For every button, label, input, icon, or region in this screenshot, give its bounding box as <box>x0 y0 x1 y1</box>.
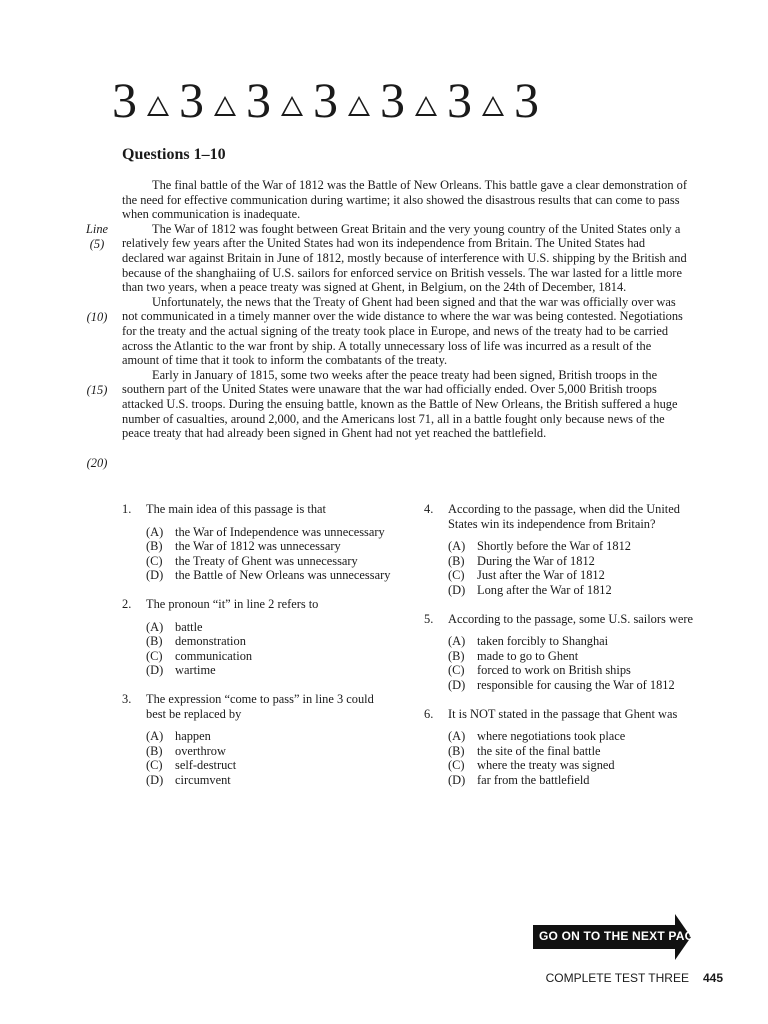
question-text: According to the passage, when did the United States win its independence from Britain? <box>448 502 680 531</box>
answer-option <box>146 773 392 788</box>
option-letter: (A) <box>146 619 164 634</box>
section-number: 3 <box>246 72 271 128</box>
option-letter: (A) <box>448 634 466 649</box>
section-banner <box>112 70 712 130</box>
question-text: The main idea of this passage is that <box>146 502 326 516</box>
answer-option <box>146 649 392 664</box>
option-letter: (D) <box>448 772 466 787</box>
page-number: 445 <box>702 971 723 985</box>
option-text: far from the battlefield <box>477 772 590 787</box>
triangle-icon <box>415 96 437 116</box>
section-number: 3 <box>112 72 137 128</box>
footer-title: COMPLETE TEST THREE <box>545 971 689 985</box>
option-text: where the treaty was signed <box>477 758 615 773</box>
answer-option <box>448 568 694 583</box>
option-text: circumvent <box>175 772 231 787</box>
option-letter: (D) <box>146 568 164 583</box>
option-text: the site of the final battle <box>477 743 601 758</box>
option-letter: (B) <box>448 648 465 663</box>
answer-option <box>448 663 694 678</box>
questions-heading: Questions 1–10 <box>122 146 226 163</box>
option-letter: (B) <box>146 634 163 649</box>
next-page-indicator <box>533 914 703 960</box>
option-letter: (B) <box>448 553 465 568</box>
section-number: 3 <box>313 72 338 128</box>
option-letter: (C) <box>448 663 465 678</box>
answer-option <box>448 729 694 744</box>
triangle-icon <box>147 96 169 116</box>
question-stem <box>424 502 694 531</box>
option-text: During the War of 1812 <box>477 553 595 568</box>
question-number: 1. <box>122 502 132 516</box>
line-marker: (15) <box>86 383 108 397</box>
option-text: Just after the War of 1812 <box>477 568 605 583</box>
question-2 <box>122 597 392 678</box>
option-text: where negotiations took place <box>477 729 626 744</box>
questions-column-left <box>122 502 392 802</box>
option-letter: (D) <box>146 772 164 787</box>
question-text: The expression “come to pass” in line 3 could best be replaced by <box>146 691 374 721</box>
option-letter: (A) <box>448 729 466 744</box>
line-marker: (5) <box>89 237 105 251</box>
question-text: The pronoun “it” in line 2 refers to <box>146 596 319 611</box>
triangle-icon <box>281 96 303 116</box>
answer-option <box>146 663 392 678</box>
option-text: self-destruct <box>175 758 237 773</box>
option-letter: (D) <box>448 582 466 597</box>
page-footer <box>0 971 723 985</box>
answer-option <box>146 758 392 773</box>
line-marker: Line <box>85 222 109 236</box>
answer-option <box>146 744 392 759</box>
option-text: overthrow <box>175 743 226 758</box>
question-stem <box>122 597 392 612</box>
questions-column-right <box>424 502 694 802</box>
triangle-icon <box>482 96 504 116</box>
answer-option <box>448 583 694 598</box>
answer-option <box>448 744 694 759</box>
question-text: According to the passage, some U.S. sailors were <box>448 611 693 626</box>
answer-option <box>146 620 392 635</box>
question-number: 3. <box>122 691 132 706</box>
option-text: battle <box>175 619 203 634</box>
option-text: communication <box>175 648 253 663</box>
answer-option <box>146 568 392 583</box>
question-number: 5. <box>424 611 434 626</box>
option-letter: (C) <box>448 568 465 583</box>
option-letter: (A) <box>146 729 164 744</box>
passage-paragraph: Unfortunately, the news that the Treaty of Ghent had been signed and that the war was officially over was not communicated in a timely manner over the wide distance to where the war was being contested. Negotiations for the treaty and the actual signing of the treaty took place in Europe, and news of the treaty had to be carried across the Atlantic to the war front by ship. A totally unnecessary loss of life was incurred as a result of the amount of time that it took to inform the combatants of the treaty. <box>122 294 683 368</box>
triangle-icon <box>348 96 370 116</box>
question-1 <box>122 502 392 583</box>
answer-option <box>146 525 392 540</box>
option-letter: (B) <box>146 539 163 554</box>
answer-option <box>146 539 392 554</box>
answer-options <box>448 729 694 787</box>
question-number: 4. <box>424 502 434 516</box>
reading-passage <box>122 178 690 441</box>
question-6 <box>424 707 694 788</box>
answer-option <box>146 554 392 569</box>
option-letter: (C) <box>146 553 163 568</box>
answer-option <box>448 634 694 649</box>
option-letter: (B) <box>448 743 465 758</box>
option-text: taken forcibly to Shanghai <box>477 634 609 649</box>
option-text: the War of 1812 was unnecessary <box>175 539 341 554</box>
question-5 <box>424 612 694 693</box>
option-text: made to go to Ghent <box>477 648 579 663</box>
answer-option <box>146 729 392 744</box>
answer-options <box>146 525 392 583</box>
passage-paragraph: The War of 1812 was fought between Great Britain and the very young country of the United States only a relatively few years after the United States had won its independence from Britain. The United States had declared war against Britain in June of 1812, mostly because of interference with U.S. shipping by the British and because of the shanghaiing of U.S. sailors for enforced service on British vessels. The war lasted for a little more than two years, when a peace treaty was signed at Ghent, in Belgium, on the 24th of December, 1814. <box>122 221 687 295</box>
answer-option <box>448 539 694 554</box>
line-marker: (20) <box>86 456 108 470</box>
option-text: happen <box>175 729 211 744</box>
question-number: 2. <box>122 596 132 611</box>
option-text: forced to work on British ships <box>477 663 631 678</box>
answer-option <box>448 773 694 788</box>
answer-options <box>448 539 694 597</box>
option-letter: (A) <box>146 524 164 539</box>
option-letter: (B) <box>146 743 163 758</box>
option-text: the War of Independence was unnecessary <box>175 524 385 539</box>
next-page-label: GO ON TO THE NEXT PAGE <box>539 929 703 943</box>
section-number: 3 <box>380 72 405 128</box>
question-number: 6. <box>424 706 434 721</box>
option-letter: (C) <box>146 758 163 773</box>
option-text: responsible for causing the War of 1812 <box>477 677 675 692</box>
question-stem <box>122 502 392 517</box>
answer-option <box>448 758 694 773</box>
answer-option <box>448 678 694 693</box>
option-letter: (A) <box>448 539 466 554</box>
question-stem <box>122 692 392 721</box>
answer-option <box>448 649 694 664</box>
passage-paragraph: Early in January of 1815, some two weeks after the peace treaty had been signed, British troops in the southern part of the United States were unaware that the war had officially ended. Over 5,000 British troops attacked U.S. troops. During the ensuing battle, known as the Battle of New Orleans, the British suffered a huge number of casualties, around 2,000, and the Americans lost 71, all in a battle fought only because news of the peace treaty that had already been signed in Ghent had not yet reached the battlefield. <box>122 367 678 441</box>
option-text: demonstration <box>175 634 246 649</box>
question-4 <box>424 502 694 598</box>
question-3 <box>122 692 392 788</box>
option-text: Long after the War of 1812 <box>477 582 612 597</box>
section-number: 3 <box>447 72 472 128</box>
option-letter: (C) <box>448 758 465 773</box>
question-stem <box>424 707 694 722</box>
section-number: 3 <box>514 72 539 128</box>
option-text: the Battle of New Orleans was unnecessary <box>175 568 391 583</box>
answer-option <box>146 634 392 649</box>
question-text: It is NOT stated in the passage that Ghent was <box>448 706 678 721</box>
option-letter: (C) <box>146 648 163 663</box>
option-text: Shortly before the War of 1812 <box>477 539 631 554</box>
answer-option <box>448 554 694 569</box>
question-stem <box>424 612 694 627</box>
passage-paragraph: The final battle of the War of 1812 was the Battle of New Orleans. This battle gave a clear demonstration of the need for effective communication during wartime; it also showed the disastrous results that can come to pass when communication is inadequate. <box>122 178 687 222</box>
option-letter: (D) <box>146 663 164 678</box>
answer-options <box>448 634 694 692</box>
option-text: the Treaty of Ghent was unnecessary <box>175 553 358 568</box>
option-text: wartime <box>175 663 216 678</box>
option-letter: (D) <box>448 677 466 692</box>
answer-options <box>146 620 392 678</box>
answer-options <box>146 729 392 787</box>
line-marker: (10) <box>86 310 108 324</box>
triangle-icon <box>214 96 236 116</box>
section-number: 3 <box>179 72 204 128</box>
